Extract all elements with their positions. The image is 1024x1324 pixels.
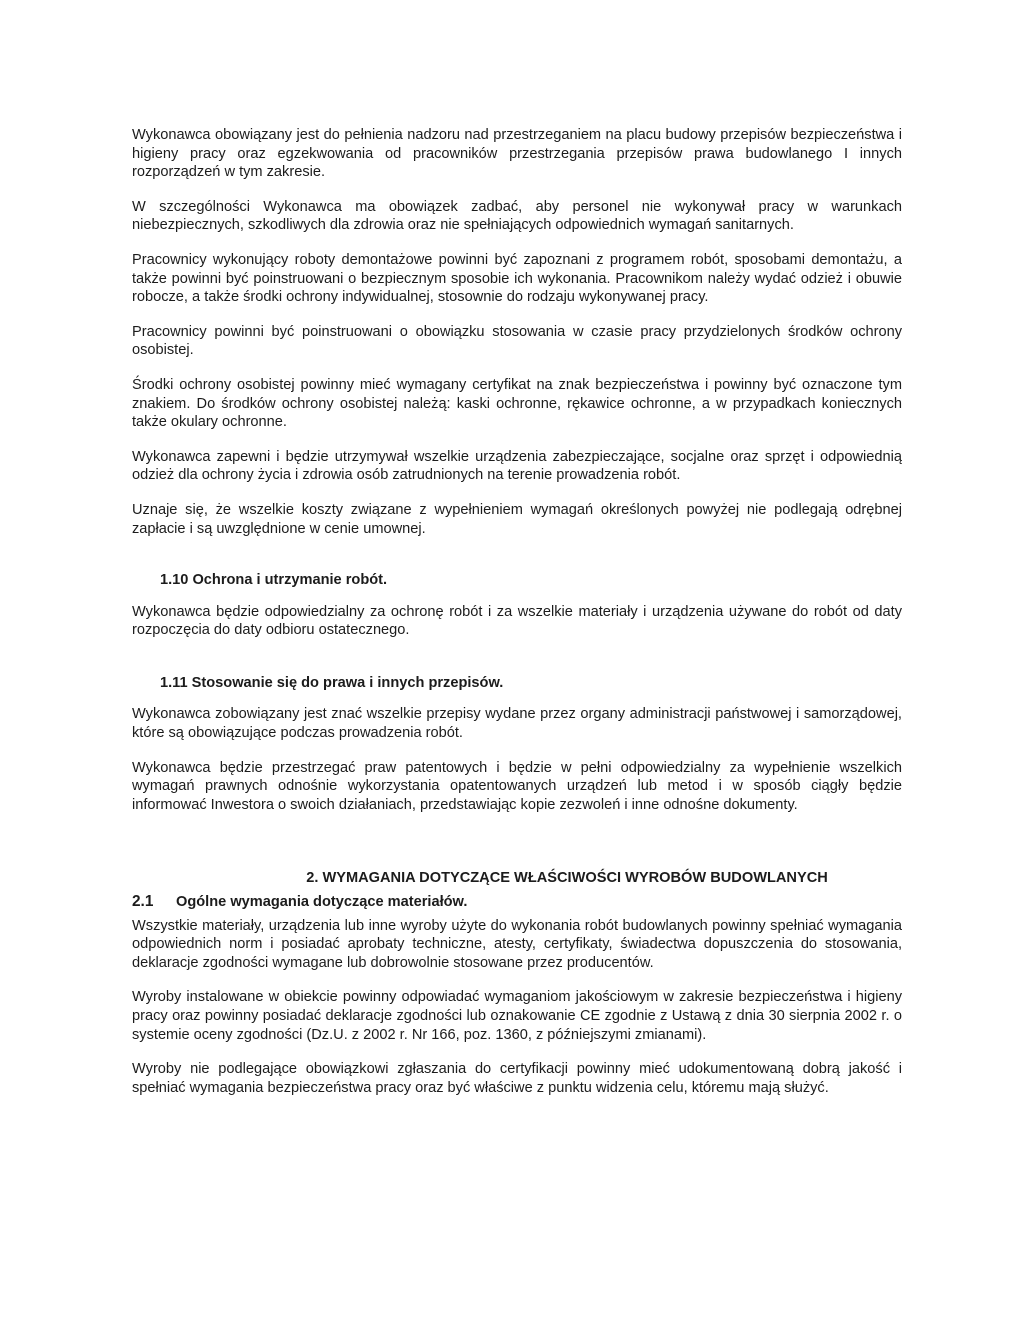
paragraph: Wykonawca będzie przestrzegać praw patentowych i będzie w pełni odpowiedzialny za wypełnienie wszelkich wymagań prawnych odnośnie wykorzystania opatentowanych urządzeń lub metod i w sposób ciągły będzie informować Inwestora o swoich działaniach, przedstawiając kopie zezwoleń i inne odnośne dokumenty. — [132, 759, 902, 813]
paragraph: Środki ochrony osobistej powinny mieć wymagany certyfikat na znak bezpieczeństwa i powinny być oznaczone tym znakiem. Do środków ochrony osobistej należą: kaski ochronne, rękawice ochronne, a w przypadkach koniecznych także okulary ochronne. — [132, 376, 902, 431]
subsection-title: Ogólne wymagania dotyczące materiałów. — [176, 894, 468, 911]
paragraph: Wykonawca obowiązany jest do pełnienia nadzoru nad przestrzeganiem na placu budowy przepisów bezpieczeństwa i higieny pracy oraz egzekwowania od pracowników przestrzegania przepisów prawa budowlanego I innych rozporządzeń w tym zakresie. — [132, 127, 902, 181]
paragraph: Pracownicy wykonujący roboty demontażowe powinni być zapoznani z programem robót, sposobami demontażu, a także powinni być poinstruowani o bezpiecznym sposobie ich wykonania. Pracownikom należy wydać odzież i obuwie robocze, a także środki ochrony indywidualnej, stosownie do rodzaju wykonywanej pracy. — [132, 251, 902, 306]
section-heading-1-10: 1.10 Ochrona i utrzymanie robót. — [160, 572, 388, 589]
subsection-heading-2-1 — [132, 893, 902, 912]
paragraph: Wykonawca będzie odpowiedzialny za ochronę robót i za wszelkie materiały i urządzenia używane do robót od daty rozpoczęcia do daty odbioru ostatecznego. — [132, 603, 902, 639]
paragraph: Uznaje się, że wszelkie koszty związane z wypełnieniem wymagań określonych powyżej nie podlegają odrębnej zapłacie i są uwzględnione w cenie umownej. — [132, 501, 902, 537]
chapter-heading: 2. WYMAGANIA DOTYCZĄCE WŁAŚCIWOŚCI WYROBÓW BUDOWLANYCH — [306, 870, 828, 887]
paragraph: Pracownicy powinni być poinstruowani o obowiązku stosowania w czasie pracy przydzielonych środków ochrony osobistej. — [132, 323, 902, 359]
paragraph: Wyroby nie podlegające obowiązkowi zgłaszania do certyfikacji powinny mieć udokumentowaną dobrą jakość i spełniać wymagania bezpieczeństwa pracy oraz być właściwe z punktu widzenia celu, któremu mają służyć. — [132, 1061, 902, 1096]
paragraph: Wykonawca zapewni i będzie utrzymywał wszelkie urządzenia zabezpieczające, socjalne oraz sprzęt i odpowiednią odzież dla ochrony życia i zdrowia osób zatrudnionych na terenie prowadzenia robót. — [132, 448, 902, 484]
paragraph: Wykonawca zobowiązany jest znać wszelkie przepisy wydane przez organy administracji państwowej i samorządowej, które są obowiązujące podczas prowadzenia robót. — [132, 706, 902, 742]
paragraph: Wszystkie materiały, urządzenia lub inne wyroby użyte do wykonania robót budowlanych powinny spełniać wymagania odpowiednich norm i posiadać aprobaty techniczne, atesty, certyfikaty, świadectwa dopuszczenia do stosowania, deklaracje zgodności wymagane lub dobrowolnie stosowane przez producentów. — [132, 917, 902, 971]
section-heading-1-11: 1.11 Stosowanie się do prawa i innych przepisów. — [160, 674, 504, 691]
paragraph: Wyroby instalowane w obiekcie powinny odpowiadać wymaganiom jakościowym w zakresie bezpieczeństwa i higieny pracy oraz powinny posiadać deklaracje zgodności lub oznakowanie CE zgodnie z Ustawą z dnia 30 sierpnia 2002 r. o systemie oceny zgodności (Dz.U. z 2002 r. Nr 166, poz. 1360, z późniejszymi zmianami). — [132, 989, 902, 1043]
paragraph: W szczególności Wykonawca ma obowiązek zadbać, aby personel nie wykonywał pracy w warunkach niebezpiecznych, szkodliwych dla zdrowia oraz nie spełniających odpowiednich wymagań sanitarnych. — [132, 198, 902, 234]
document-body — [132, 126, 902, 1097]
subsection-number: 2.1 — [132, 893, 154, 911]
